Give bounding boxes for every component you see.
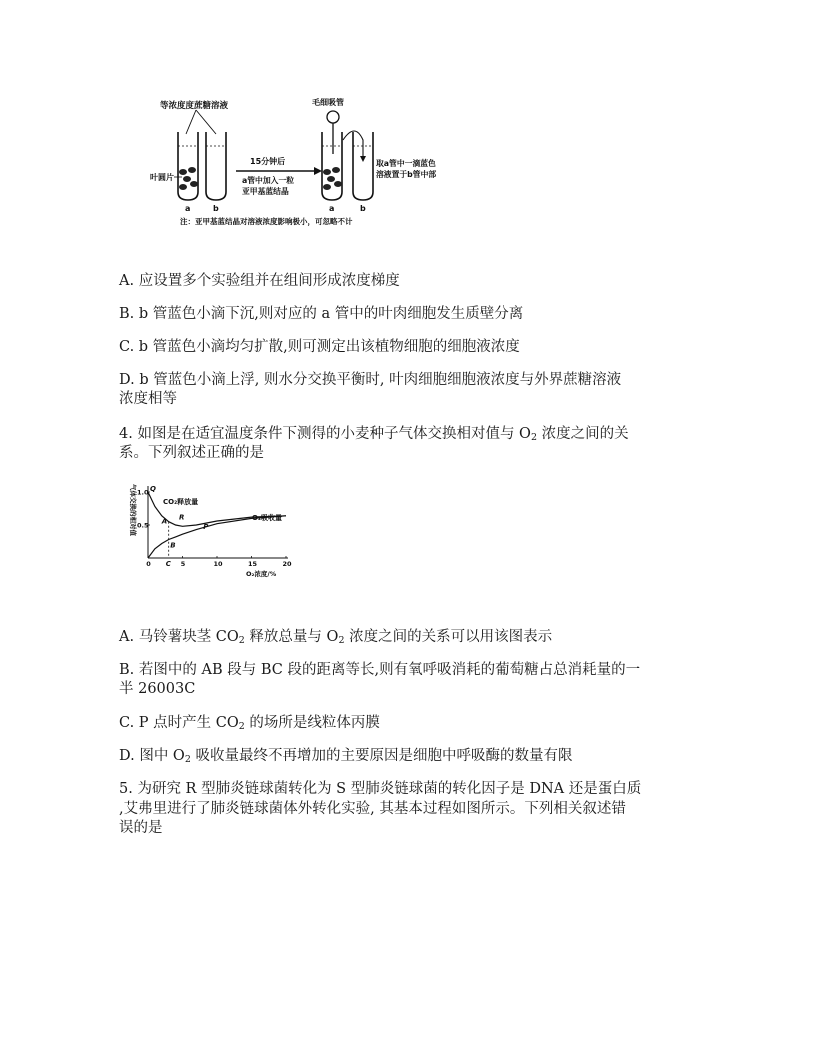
chart-plot-area [137,485,292,568]
tube-experiment-figure [150,96,450,230]
q4-stem-line2: 系。下列叙述正确的是 [119,445,264,461]
q5-stem-line2: ,艾弗里进行了肺炎链球菌体外转化实验, 其基本过程如图所示。下列相关叙述错 [119,801,626,817]
y-tick-label: 1.0 [137,488,149,497]
point-label-c: C [165,560,171,568]
solution-label: 等浓度度蔗糖溶液 [160,101,229,111]
q4-option-d [119,747,572,766]
leaf-disc [323,184,331,190]
series-label-o2: O₂吸收量 [252,514,283,522]
y-axis-label: 气体交换的相对值 [129,484,137,536]
q3-option-b: B. b 管蓝色小滴下沉,则对应的 a 管中的叶肉细胞发生质壁分离 [119,306,524,322]
q3-option-c: C. b 管蓝色小滴均匀扩散,则可测定出该植物细胞的细胞液浓度 [119,339,520,355]
x-tick-label: 0 [146,560,151,568]
q5-stem-line3: 误的是 [119,820,163,836]
q4-option-d-pre: D. 图中 O [119,748,185,764]
point-label-p: P [203,523,209,531]
solution-pointer-a [186,110,196,134]
q4-stem-sub: 2 [530,432,537,443]
capillary-bulb [327,111,339,123]
leaf-disc [183,176,191,182]
tube-a-right [322,132,342,200]
point-label-r: R [179,513,185,522]
q4-stem-pre: 4. 如图是在适宜温度条件下测得的小麦种子气体交换相对值与 O [119,426,531,442]
point-label-b: B [170,541,176,550]
x-tick-label: 15 [248,560,258,568]
q4-option-d-post: 吸收量最终不再增加的主要原因是细胞中呼吸酶的数量有限 [190,748,573,764]
leaf-disc [190,181,198,187]
q3-option-d-line1: D. b 管蓝色小滴上浮, 则水分交换平衡时, 叶肉细胞细胞液浓度与外界蔗糖溶液 [119,372,622,388]
tube-b-right [343,131,373,200]
capillary-label: 毛细吸管 [312,98,344,107]
q4-option-a [119,628,552,647]
q4-stem-post: 浓度之间的关 [537,426,629,442]
y-tick-label: 0.5 [137,521,149,530]
take-drop-label-1: 取a管中一滴蓝色 [376,159,436,168]
point-label-q: Q [150,485,156,493]
x-tick-label: 10 [213,560,223,568]
tube-a-label-right: a [329,204,335,213]
q4-option-b-line1: B. 若图中的 AB 段与 BC 段的距离等长,则有氧呼吸消耗的葡萄糖占总消耗量的一 [119,662,641,678]
transfer-arrowhead [360,156,366,162]
leaf-disc [179,184,187,190]
q4-option-c [119,714,380,733]
q4-option-a-post: 浓度之间的关系可以用该图表示 [344,629,553,645]
add-crystal-label-2: 亚甲基蓝结晶 [242,187,289,196]
q4-option-d-sub: 2 [184,754,191,765]
q3-option-a: A. 应设置多个实验组并在组间形成浓度梯度 [119,273,400,289]
leaf-disc [188,167,196,173]
q4-option-a-pre: A. 马铃薯块茎 CO [119,629,239,645]
q4-option-a-mid: 释放总量与 O [244,629,339,645]
time-label: 15分钟后 [250,157,286,166]
leaf-disc [327,176,335,182]
q4-option-c-post: 的场所是线粒体丙膜 [244,715,380,731]
q3-option-d-line2: 浓度相等 [119,391,177,407]
leaf-disc [334,181,342,187]
q5-stem-line1: 5. 为研究 R 型肺炎链球菌转化为 S 型肺炎链球菌的转化因子是 DNA 还是蛋白质 [119,781,642,797]
q4-option-b-line2: 半 26003C [119,681,196,697]
take-drop-label-2: 溶液置于b管中部 [376,170,437,179]
tube-b-label: b [213,204,219,213]
tube-b-label-right: b [360,204,366,213]
leaf-disc [332,167,340,173]
q4-option-a-sub: 2 [238,635,245,646]
add-crystal-label-1: a管中加入一粒 [242,176,295,185]
q4-stem-line1 [119,425,629,444]
leaf-disc [179,169,187,175]
x-tick-label: 5 [180,560,186,568]
x-axis-label: O₂浓度/% [246,570,277,578]
point-label-a: A [161,517,168,526]
tube-a-label: a [185,204,191,213]
q4-option-a-sub2: 2 [338,635,345,646]
leaf-disc-label: 叶圆片 [150,173,174,182]
x-tick-label: 20 [282,560,292,568]
q4-option-c-pre: C. P 点时产生 CO [119,715,239,731]
tube-a-left [178,132,198,200]
process-arrowhead [314,167,322,175]
figure-note: 注：亚甲基蓝结晶对溶液浓度影响极小，可忽略不计 [180,217,353,226]
leaf-disc [323,169,331,175]
q4-option-c-sub: 2 [238,721,245,732]
series-label-co2: CO₂释放量 [163,498,199,506]
tube-b-left [206,132,226,200]
solution-pointer-b [196,110,216,134]
gas-exchange-chart [120,478,300,583]
